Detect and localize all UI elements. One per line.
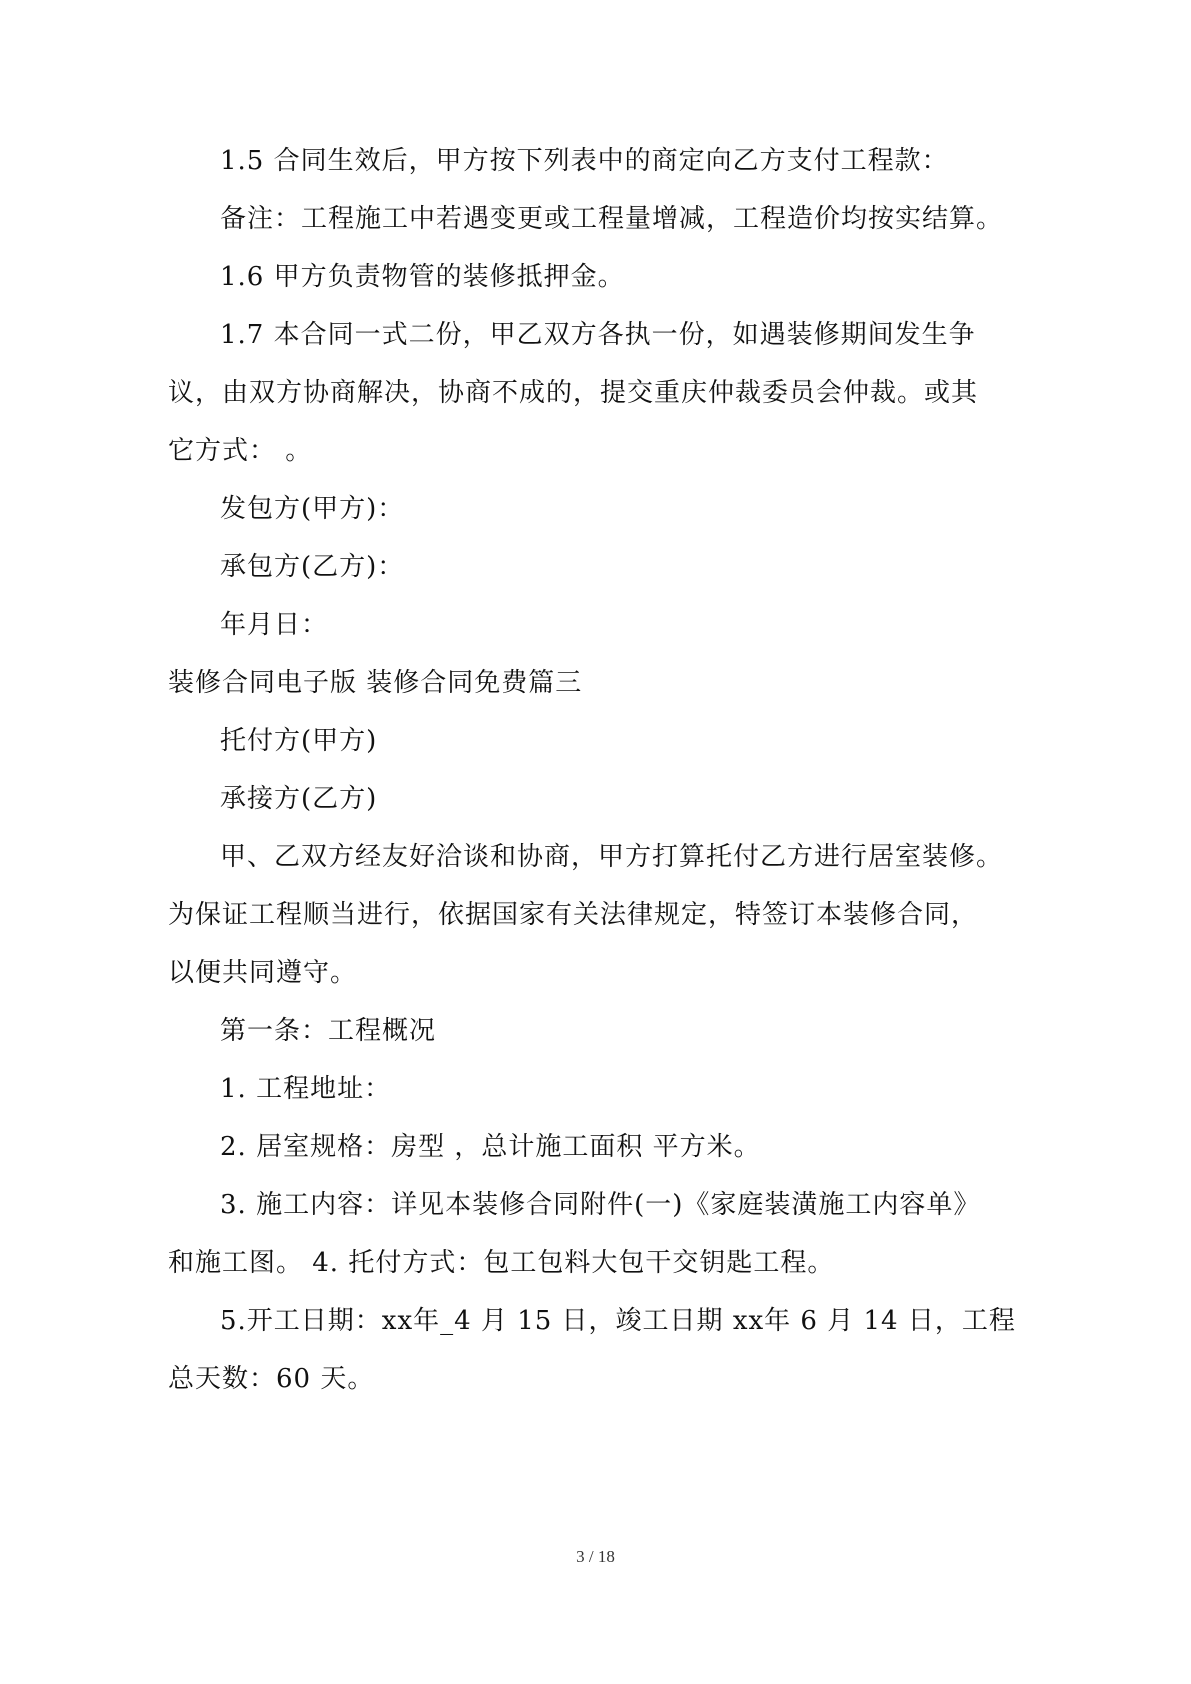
- text-line: 承接方(乙方): [220, 784, 378, 814]
- text-line: 托付方(甲方): [220, 726, 378, 756]
- article-heading: 第一条：工程概况: [220, 1016, 437, 1046]
- text-line: 1.5 合同生效后，甲方按下列表中的商定向乙方支付工程款：: [220, 146, 949, 176]
- text-line: 它方式： 。: [168, 436, 313, 466]
- text-line: 1. 工程地址：: [220, 1074, 392, 1104]
- text-line: 和施工图。 4. 托付方式：包工包料大包干交钥匙工程。: [168, 1248, 835, 1278]
- text-line: 5.开工日期：xx年_4 月 15 日，竣工日期 xx年 6 月 14 日，工程: [220, 1306, 1016, 1336]
- text-line: 承包方(乙方)：: [220, 552, 405, 582]
- page-number: 3 / 18: [576, 1547, 615, 1566]
- text-line: 以便共同遵守。: [168, 958, 358, 988]
- text-line: 为保证工程顺当进行，依据国家有关法律规定，特签订本装修合同，: [168, 900, 979, 930]
- text-line: 年月日：: [220, 610, 329, 640]
- text-line: 总天数：60 天。: [168, 1364, 375, 1394]
- text-line: 1.7 本合同一式二份，甲乙双方各执一份，如遇装修期间发生争: [220, 320, 976, 350]
- text-line: 2. 居室规格：房型 ，总计施工面积 平方米。: [220, 1132, 761, 1162]
- text-line: 议，由双方协商解决，协商不成的，提交重庆仲裁委员会仲裁。或其: [168, 378, 979, 408]
- text-line: 备注：工程施工中若遇变更或工程量增减，工程造价均按实结算。: [220, 204, 1004, 234]
- text-line: 甲、乙双方经友好洽谈和协商，甲方打算托付乙方进行居室装修。: [220, 842, 1004, 872]
- section-heading: 装修合同电子版 装修合同免费篇三: [168, 668, 583, 698]
- text-line: 3. 施工内容：详见本装修合同附件(一)《家庭装潢施工内容单》: [220, 1190, 981, 1220]
- text-line: 发包方(甲方)：: [220, 494, 405, 524]
- text-line: 1.6 甲方负责物管的装修抵押金。: [220, 262, 625, 292]
